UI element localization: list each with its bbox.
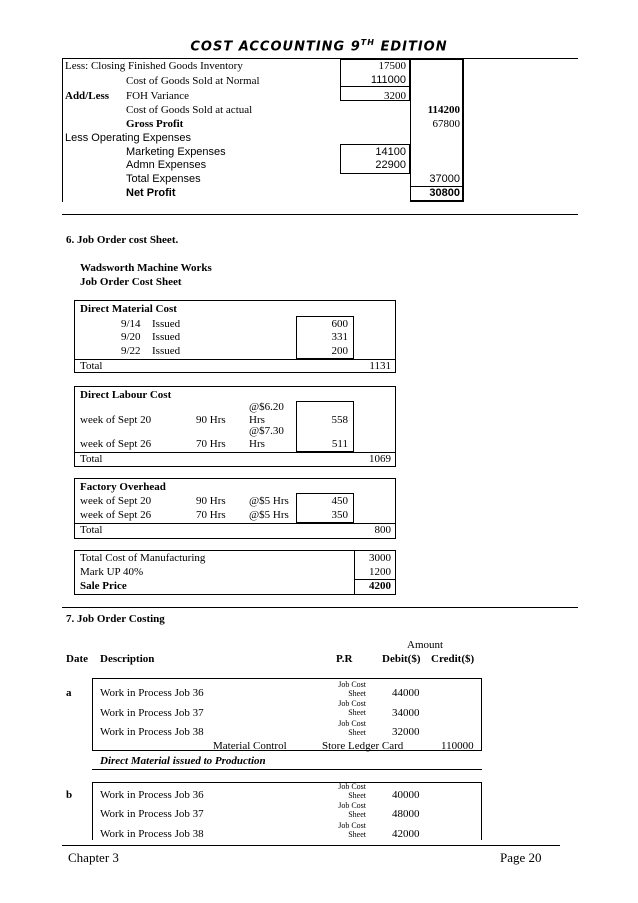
- entry-b-debit-value: 48000: [392, 808, 420, 820]
- entry-b-pr: Job Cost Sheet: [338, 821, 366, 839]
- col-credit-header: Credit($): [431, 653, 475, 665]
- entry-a-narration: Direct Material issued to Production: [100, 755, 266, 767]
- labour-row-value: 511: [331, 438, 348, 450]
- labour-row-value: 558: [331, 414, 348, 426]
- col-debit-header: Debit($): [382, 653, 421, 665]
- entry-a-debit-desc: Work in Process Job 37: [100, 707, 204, 719]
- section-rule-1: [62, 214, 578, 215]
- material-row-value: 600: [331, 318, 348, 330]
- entry-b-left-border: [92, 782, 93, 840]
- entry-b-debit-value: 42000: [392, 828, 420, 840]
- entry-a-pr: Job Cost Sheet: [338, 719, 366, 737]
- overhead-row-value: 350: [331, 509, 348, 521]
- operating-expenses-label: Less Operating Expenses: [65, 132, 191, 144]
- col-date-header: Date: [66, 653, 88, 665]
- admn-expenses-label: Admn Expenses: [126, 159, 207, 171]
- material-row-value: 331: [331, 331, 348, 343]
- labour-row-rate-unit: Hrs: [249, 414, 265, 426]
- entry-b-right-border: [481, 782, 482, 840]
- labour-row-hours: 90 Hrs: [196, 414, 226, 426]
- material-cost-title: Direct Material Cost: [80, 303, 177, 315]
- material-row-date: 9/20: [121, 331, 141, 343]
- labour-row-rate: @$6.20: [249, 401, 284, 413]
- entry-a-credit-pr: Store Ledger Card: [322, 740, 404, 752]
- entry-b-pr: Job Cost Sheet: [338, 782, 366, 800]
- material-total-label: Total: [80, 360, 103, 372]
- entry-a-debit-desc: Work in Process Job 38: [100, 726, 204, 738]
- overhead-row-hours: 90 Hrs: [196, 495, 226, 507]
- manufacturing-cost-label: Total Cost of Manufacturing: [80, 552, 206, 564]
- overhead-row-rate: @$5 Hrs: [249, 495, 289, 507]
- cogs-actual-label: Cost of Goods Sold at actual: [126, 104, 253, 116]
- overhead-title: Factory Overhead: [80, 481, 166, 493]
- overhead-row-hours: 70 Hrs: [196, 509, 226, 521]
- labour-row-week: week of Sept 26: [80, 438, 152, 450]
- manufacturing-cost-value: 3000: [369, 552, 391, 564]
- material-row-date: 9/22: [121, 345, 141, 357]
- entry-b-pr: Job Cost Sheet: [338, 801, 366, 819]
- entry-a-credit-value: 110000: [441, 740, 474, 752]
- section-6-heading: 6. Job Order cost Sheet.: [66, 234, 179, 246]
- labour-cost-title: Direct Labour Cost: [80, 389, 172, 401]
- labour-row-week: week of Sept 20: [80, 414, 152, 426]
- admn-expenses-value: 22900: [375, 159, 406, 171]
- labour-row-rate-unit: Hrs: [249, 438, 265, 450]
- material-total-rule: [74, 359, 396, 360]
- entry-a-debit-value: 34000: [392, 707, 420, 719]
- footer-rule: [62, 845, 560, 846]
- entry-b-letter: b: [66, 789, 73, 801]
- material-total-value: 1131: [369, 360, 391, 372]
- labour-row-hours: 70 Hrs: [196, 438, 226, 450]
- material-row-desc: Issued: [152, 318, 181, 330]
- net-profit-value: 30800: [429, 187, 460, 199]
- entry-b-debit-desc: Work in Process Job 37: [100, 808, 204, 820]
- entry-a-debit-desc: Work in Process Job 36: [100, 687, 204, 699]
- overhead-row-value: 450: [331, 495, 348, 507]
- material-row-desc: Issued: [152, 331, 181, 343]
- foh-variance-value: 3200: [384, 90, 406, 102]
- labour-total-value: 1069: [369, 453, 391, 465]
- entry-a-pr: Job Cost Sheet: [338, 680, 366, 698]
- entry-a-pr: Job Cost Sheet: [338, 699, 366, 717]
- material-row-value: 200: [331, 345, 348, 357]
- footer-chapter: Chapter 3: [68, 850, 119, 865]
- company-name: Wadsworth Machine Works: [80, 262, 212, 274]
- total-expenses-value: 37000: [429, 173, 460, 185]
- entry-b-top-rule: [92, 782, 482, 783]
- material-row-date: 9/14: [121, 318, 141, 330]
- col-description-header: Description: [100, 653, 155, 665]
- entry-a-debit-value: 32000: [392, 726, 420, 738]
- section-rule-2: [62, 607, 578, 608]
- labour-total-rule: [74, 452, 396, 453]
- labour-total-label: Total: [80, 453, 103, 465]
- closing-inventory-value: 17500: [378, 60, 406, 72]
- col-pr-header: P.R: [336, 653, 353, 665]
- overhead-total-rule: [74, 523, 396, 524]
- entry-b-debit-value: 40000: [392, 789, 420, 801]
- gross-profit-label: Gross Profit: [126, 118, 184, 130]
- overhead-row-rate: @$5 Hrs: [249, 509, 289, 521]
- labour-row-rate: @$7.30: [249, 425, 284, 437]
- net-profit-underline: [410, 200, 463, 201]
- overhead-total-value: 800: [374, 524, 391, 536]
- entry-a-debit-value: 44000: [392, 687, 420, 699]
- entry-b-debit-desc: Work in Process Job 36: [100, 789, 204, 801]
- entry-b-debit-desc: Work in Process Job 38: [100, 828, 204, 840]
- markup-label: Mark UP 40%: [80, 566, 144, 578]
- amount-label: Amount: [407, 639, 444, 651]
- marketing-expenses-value: 14100: [375, 146, 406, 158]
- markup-value: 1200: [369, 566, 391, 578]
- gross-profit-value: 67800: [432, 118, 460, 130]
- foh-variance-label: FOH Variance: [126, 90, 190, 102]
- cogs-normal-value: 111000: [370, 74, 406, 86]
- entry-a-credit-desc: Material Control: [213, 740, 287, 752]
- entry-a-letter: a: [66, 687, 72, 699]
- footer-page-number: Page 20: [500, 850, 542, 865]
- sale-price-label: Sale Price: [80, 580, 127, 592]
- add-less-label: Add/Less: [65, 90, 110, 102]
- total-expenses-label: Total Expenses: [126, 173, 201, 185]
- overhead-row-week: week of Sept 26: [80, 509, 152, 521]
- marketing-expenses-label: Marketing Expenses: [126, 146, 226, 158]
- top-block-left-border: [62, 58, 63, 202]
- page-header-title: COST ACCOUNTING 9TH EDITION: [190, 38, 448, 55]
- section-7-heading: 7. Job Order Costing: [66, 613, 165, 625]
- net-profit-label: Net Profit: [126, 187, 176, 199]
- top-values-rule: [340, 86, 410, 87]
- overhead-total-label: Total: [80, 524, 103, 536]
- entry-a-bottom-rule: [92, 769, 482, 770]
- sale-price-value: 4200: [369, 580, 391, 592]
- overhead-row-week: week of Sept 20: [80, 495, 152, 507]
- job-order-cost-sheet-title: Job Order Cost Sheet: [80, 276, 182, 288]
- material-row-desc: Issued: [152, 345, 181, 357]
- closing-inventory-label: Less: Closing Finished Goods Inventory: [65, 60, 243, 72]
- top-block-right-border: [463, 58, 464, 202]
- header-rule: [62, 58, 578, 59]
- cogs-normal-label: Cost of Goods Sold at Normal: [126, 75, 260, 87]
- cogs-actual-value: 114200: [427, 104, 460, 116]
